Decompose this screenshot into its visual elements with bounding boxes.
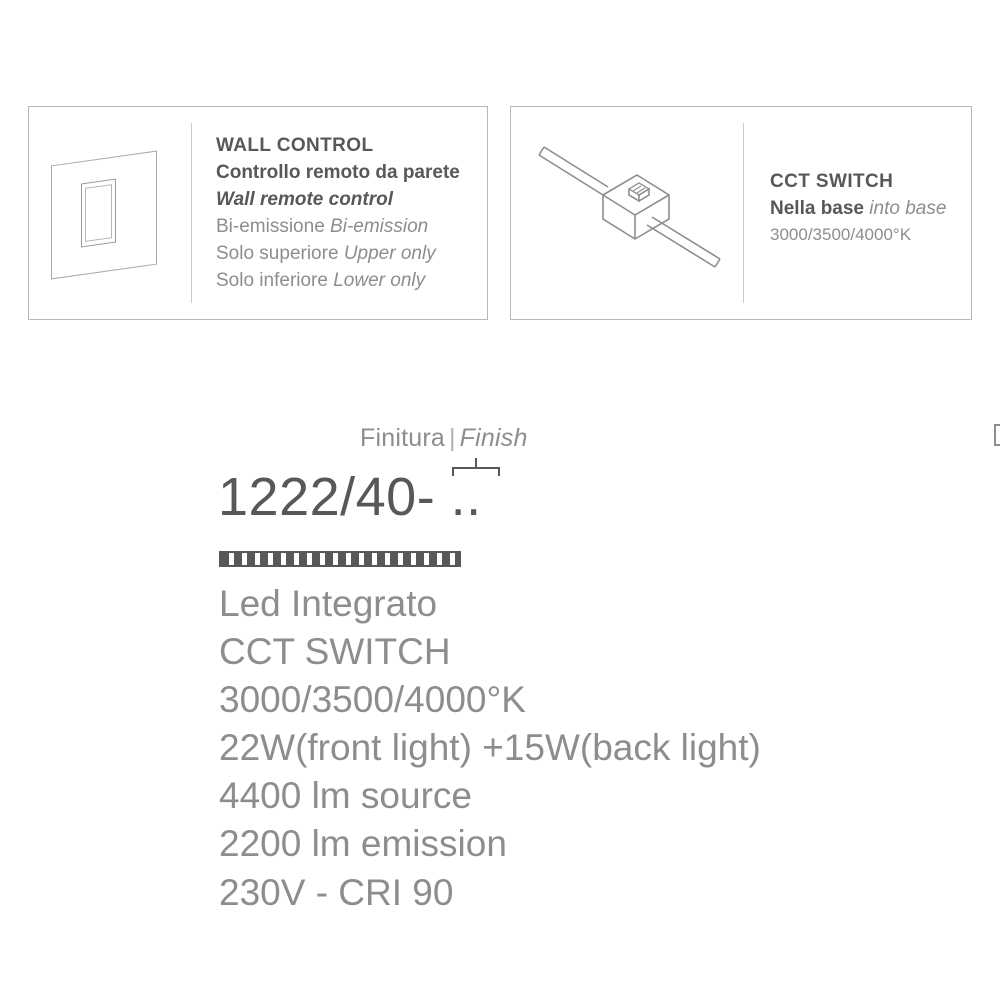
wall-control-line-en: Wall remote control [216,188,394,210]
wall-control-option-1-it: Bi-emissione [216,215,325,237]
product-spec-list [219,580,919,917]
cct-switch-base-en: into base [869,197,947,219]
page-edge-mark [994,424,1000,446]
inline-cct-switch-icon [529,133,725,293]
cct-switch-box [510,106,972,320]
cct-switch-temperatures: 3000/3500/4000°K [770,224,912,244]
wall-control-text [192,107,487,319]
finish-label-it: Finitura [360,424,445,452]
wall-switch-plate-icon [51,148,169,278]
spec-line: 22W(front light) +15W(back light) [219,727,761,769]
wall-control-option-2 [216,241,477,268]
wall-control-line-it: Controllo remoto da parete [216,161,460,183]
cct-switch-figure [511,107,743,319]
cct-switch-base-it: Nella base [770,197,864,219]
finish-label [360,424,528,453]
spec-line: Led Integrato [219,583,438,624]
spec-line: 230V - CRI 90 [219,871,454,913]
wall-control-title: WALL CONTROL [216,135,374,156]
spec-line: 3000/3500/4000°K [219,679,526,721]
cct-switch-text [744,107,971,319]
finish-label-separator: | [448,424,456,452]
wall-control-option-1-en: Bi-emission [330,215,429,237]
led-strip-icon [219,551,461,567]
wall-control-figure [29,107,191,319]
finish-label-en: Finish [459,424,528,452]
cct-switch-title: CCT SWITCH [770,171,894,192]
spec-line: 4400 lm source [219,775,472,817]
wall-control-option-2-it: Solo superiore [216,242,339,264]
wall-control-option-3-en: Lower only [333,269,426,291]
wall-control-option-3 [216,268,477,295]
cct-switch-base-line [770,196,961,223]
wall-control-option-1 [216,214,477,241]
spec-line: CCT SWITCH [219,631,451,673]
feature-boxes-row [28,106,972,320]
wall-control-option-2-en: Upper only [343,242,436,264]
wall-control-box [28,106,488,320]
product-code: 1222/40- .. [218,467,482,527]
wall-control-option-3-it: Solo inferiore [216,269,328,291]
spec-line: 2200 lm emission [219,823,507,865]
